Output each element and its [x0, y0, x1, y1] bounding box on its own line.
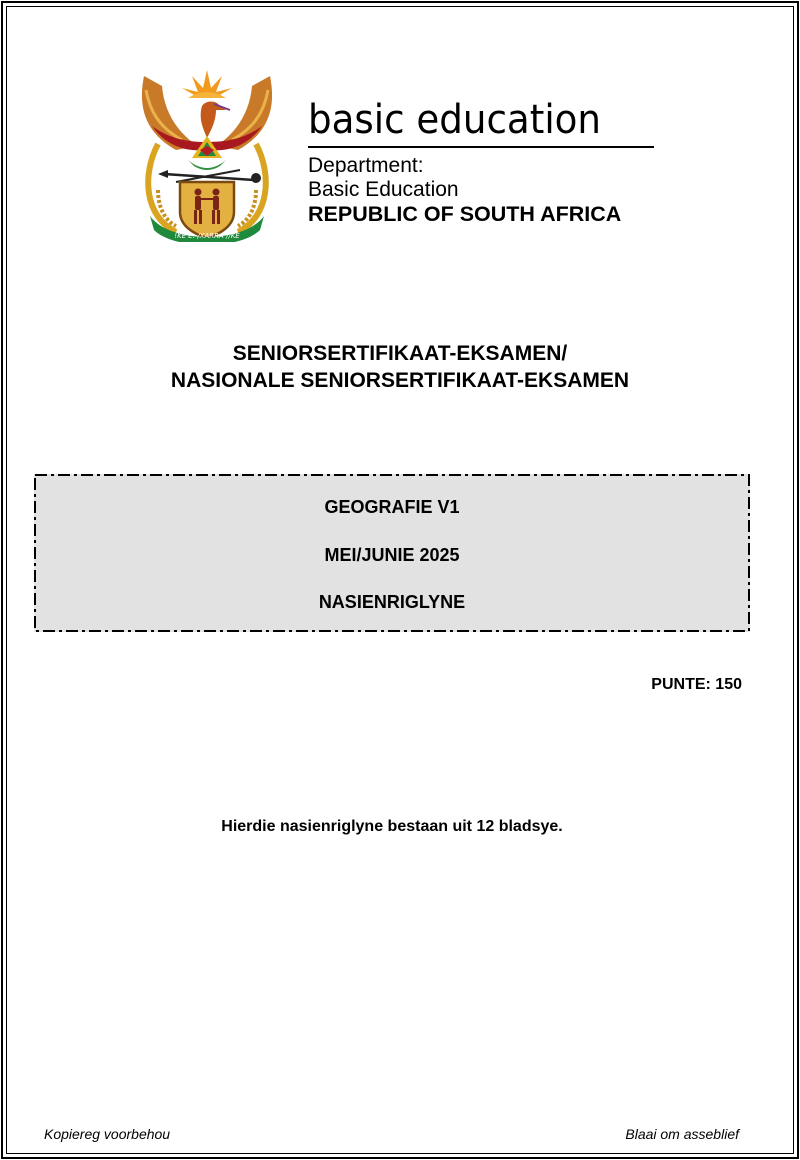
department-branding — [308, 96, 656, 226]
brand-title: basic education — [308, 97, 601, 143]
page-count-note: Hierdie nasienriglyne bestaan uit 12 bladsye. — [221, 818, 563, 835]
exam-session: MEI/JUNIE 2025 — [324, 545, 460, 565]
copyright-footer: Kopiereg voorbehou — [44, 1126, 171, 1142]
turn-page-footer: Blaai om asseblief — [625, 1126, 739, 1142]
exam-title-line-2: NASIONALE SENIORSERTIFIKAAT-EKSAMEN — [170, 369, 630, 392]
department-name: Basic Education — [308, 178, 459, 201]
department-label: Department: — [308, 154, 424, 177]
document-type: NASIENRIGLYNE — [318, 592, 466, 612]
exam-title-line-1: SENIORSERTIFIKAAT-EKSAMEN/ — [232, 342, 568, 365]
country-name: REPUBLIC OF SOUTH AFRICA — [308, 202, 622, 226]
subject-name: GEOGRAFIE V1 — [324, 497, 460, 517]
south-africa-coat-of-arms-icon — [136, 66, 278, 242]
brand-divider — [308, 146, 654, 148]
svg-text:!KE E: /XARRA //KE: !KE E: /XARRA //KE — [174, 232, 240, 240]
exam-title — [0, 340, 800, 394]
total-marks: PUNTE: 150 — [651, 676, 742, 693]
subject-box — [34, 474, 750, 632]
